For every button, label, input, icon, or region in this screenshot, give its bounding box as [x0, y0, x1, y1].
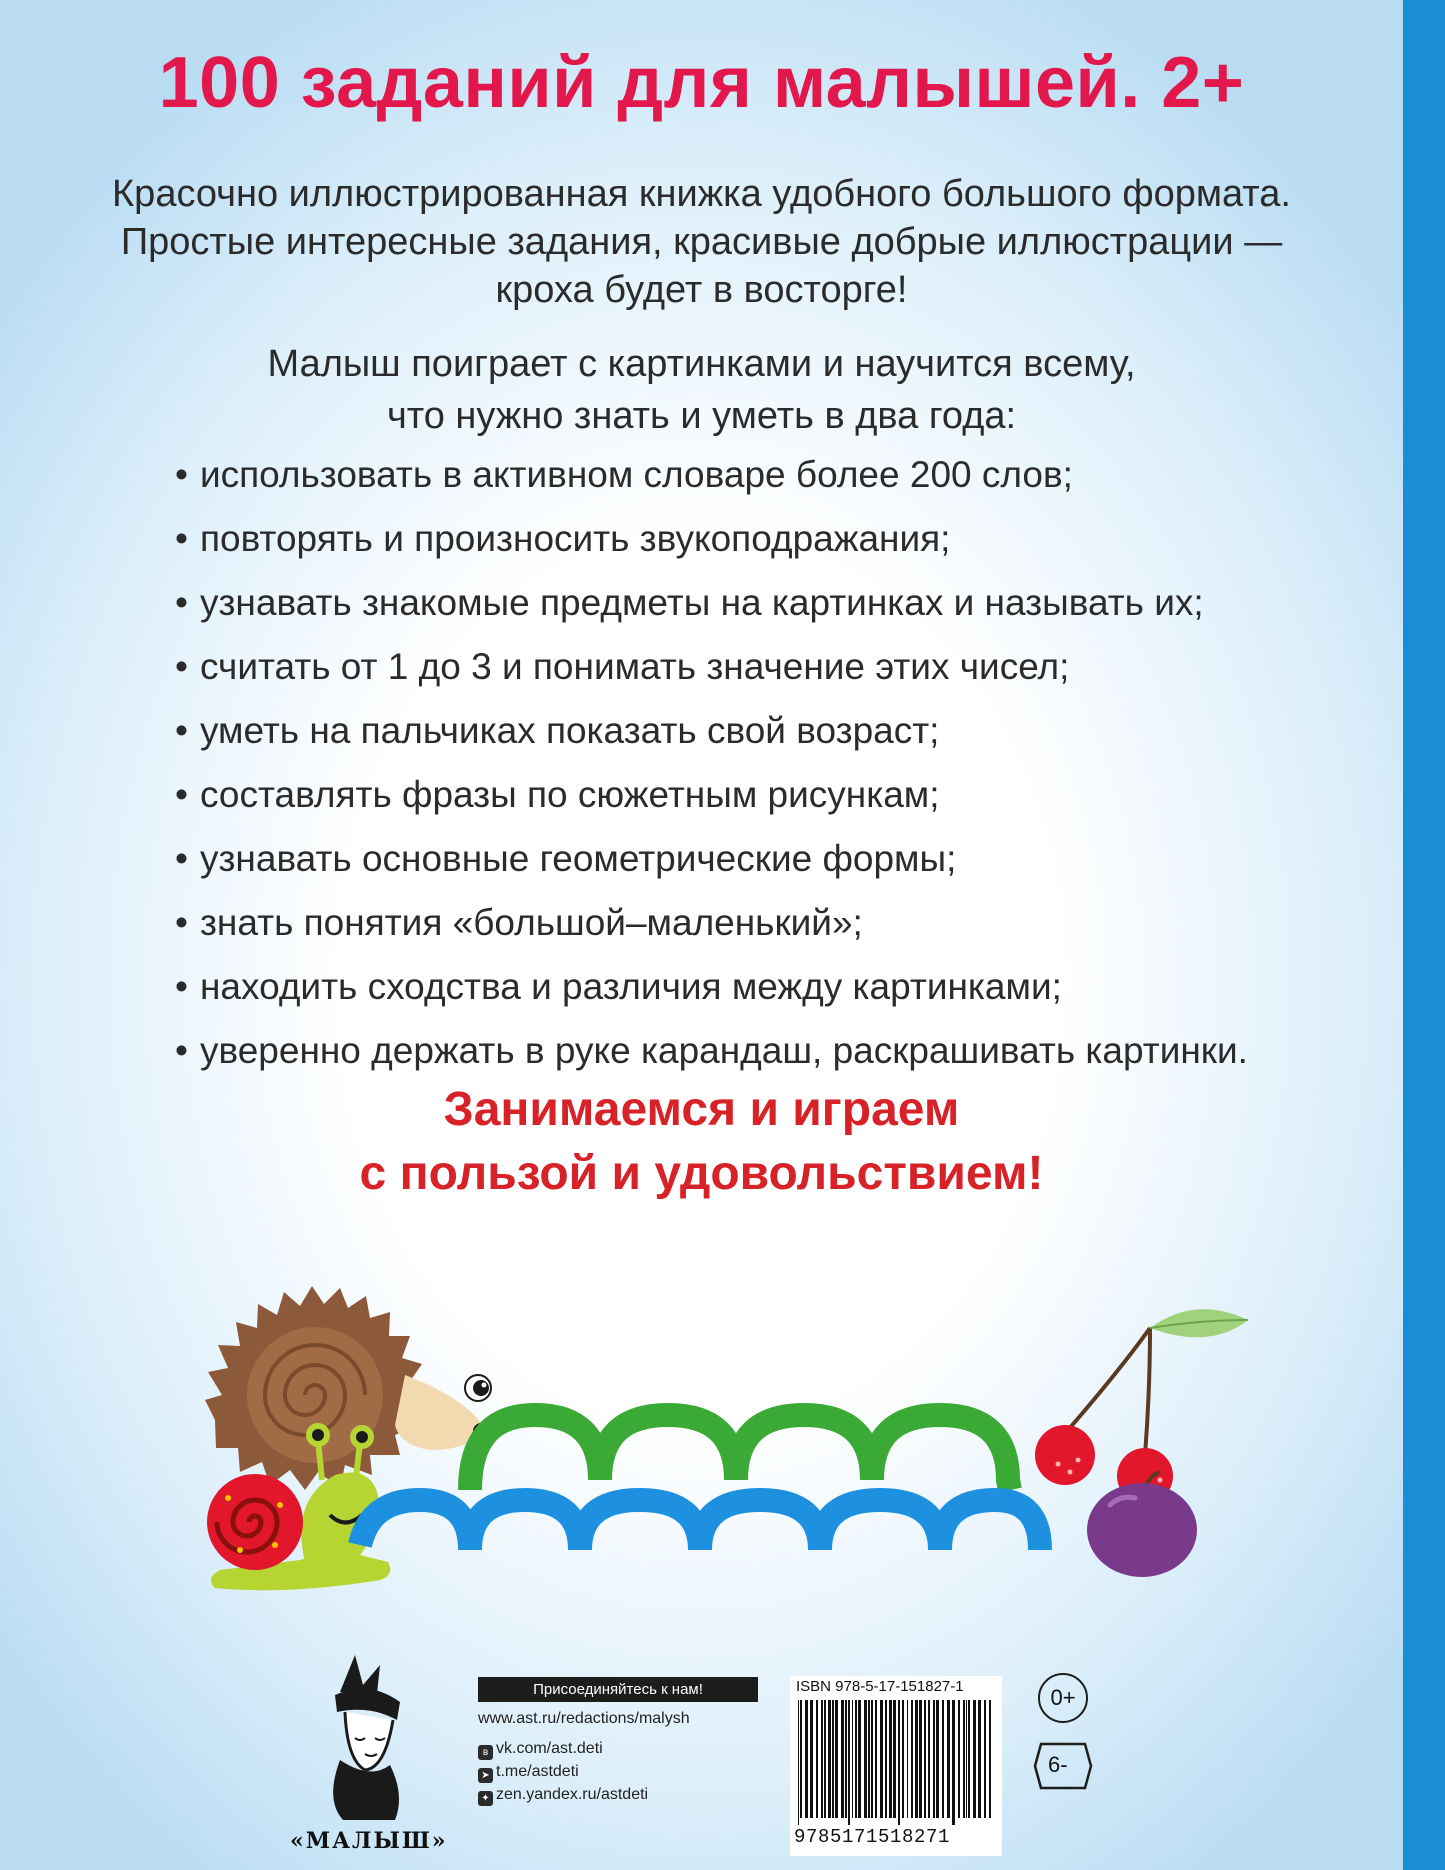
- barcode-bar: [880, 1700, 883, 1818]
- barcode-bar: [907, 1700, 908, 1818]
- zen-icon: ✦: [478, 1791, 493, 1806]
- barcode-bar: [828, 1700, 831, 1818]
- vk-icon: в: [478, 1745, 493, 1760]
- barcode-bar: [919, 1700, 922, 1818]
- social-link-vk[interactable]: в vk.com/ast.deti: [478, 1740, 603, 1760]
- barcode-bar: [928, 1700, 930, 1818]
- barcode-bar: [841, 1700, 844, 1818]
- blue-track: [360, 1500, 1040, 1550]
- list-item: • повторять и произносить звукоподражания;: [175, 512, 1355, 576]
- join-banner: Присоединяйтесь к нам!: [478, 1677, 758, 1702]
- list-item: • составлять фразы по сюжетным рисункам;: [175, 768, 1355, 832]
- barcode-bar: [798, 1700, 799, 1825]
- list-item: • использовать в активном словаре более 200 слов;: [175, 448, 1355, 512]
- barcode-bar: [893, 1700, 896, 1818]
- barcode-bar: [848, 1700, 850, 1825]
- barcode-bar: [852, 1700, 853, 1818]
- barcode-bar: [805, 1700, 808, 1818]
- list-item: • узнавать знакомые предметы на картинках и называть их;: [175, 576, 1355, 640]
- barcode-bar: [902, 1700, 904, 1818]
- list-item: • считать от 1 до 3 и понимать значение этих чисел;: [175, 640, 1355, 704]
- barcode-bars: [796, 1700, 996, 1825]
- barcode: [790, 1676, 1002, 1856]
- barcode-bar: [810, 1700, 813, 1818]
- barcode-bar: [835, 1700, 838, 1818]
- age-rating-badge: 0+: [1038, 1673, 1088, 1723]
- slogan: [0, 1078, 1403, 1206]
- green-track: [470, 1415, 1010, 1490]
- telegram-icon: ➤: [478, 1768, 493, 1783]
- slogan-line: с пользой и удовольствием!: [359, 1147, 1044, 1200]
- isbn-text: ISBN 978-5-17-151827-1: [796, 1678, 964, 1695]
- barcode-bar: [911, 1700, 913, 1818]
- illustration: [0, 1250, 1403, 1610]
- barcode-bar: [875, 1700, 877, 1818]
- barcode-bar: [864, 1700, 867, 1818]
- barcode-bar: [855, 1700, 857, 1818]
- barcode-bar: [915, 1700, 918, 1818]
- barcode-bar: [989, 1700, 991, 1818]
- barcode-bar: [858, 1700, 861, 1818]
- barcode-bar: [933, 1700, 935, 1818]
- barcode-bar: [821, 1700, 823, 1818]
- intro-line: Красочно иллюстрированная книжка удобного большого формата.: [112, 173, 1291, 215]
- intro-line: Простые интересные задания, красивые добрые иллюстрации —: [120, 221, 1283, 263]
- barcode-bar: [968, 1700, 970, 1818]
- list-item: • узнавать основные геометрические формы;: [175, 832, 1355, 896]
- book-title: 100 заданий для малышей. 2+: [158, 43, 1245, 123]
- barcode-bar: [824, 1700, 826, 1818]
- barcode-bar: [973, 1700, 976, 1818]
- list-item: • уметь на пальчиках показать свой возраст;: [175, 704, 1355, 768]
- barcode-bar: [947, 1700, 950, 1818]
- publisher-logo: [285, 1650, 465, 1830]
- barcode-bar: [958, 1700, 960, 1818]
- lead-line: что нужно знать и уметь в два года:: [386, 395, 1017, 437]
- list-item: • знать понятия «большой–маленький»;: [175, 896, 1355, 960]
- barcode-bar: [816, 1700, 818, 1818]
- barcode-bar: [889, 1700, 892, 1818]
- barcode-bar: [868, 1700, 870, 1818]
- barcode-bar: [832, 1700, 834, 1818]
- social-link-telegram[interactable]: ➤ t.me/astdeti: [478, 1763, 579, 1783]
- lead-line: Малыш поиграет с картинками и научится всему,: [267, 343, 1136, 385]
- hedgehog-icon: [205, 1286, 491, 1490]
- skills-list: [175, 448, 1355, 1088]
- slogan-line: Занимаемся и играем: [443, 1083, 960, 1136]
- barcode-bar: [963, 1700, 965, 1818]
- barcode-bar: [898, 1700, 900, 1825]
- barcode-bar: [871, 1700, 873, 1818]
- social-link-zen[interactable]: ✦ zen.yandex.ru/astdeti: [478, 1786, 648, 1806]
- intro-line: кроха будет в восторге!: [495, 269, 908, 311]
- barcode-bar: [936, 1700, 939, 1818]
- barcode-bar: [984, 1700, 986, 1818]
- publisher-name: «МАЛЫШ»: [290, 1828, 448, 1854]
- website-link[interactable]: www.ast.ru/redactions/malysh: [478, 1710, 690, 1727]
- list-item: • уверенно держать в руке карандаш, раскрашивать картинки.: [175, 1024, 1355, 1088]
- cherry-icon: [1035, 1309, 1248, 1504]
- intro-text: [60, 170, 1343, 314]
- barcode-digits: 9785171518271: [794, 1826, 951, 1848]
- barcode-bar: [952, 1700, 955, 1825]
- barcode-bar: [966, 1700, 967, 1818]
- plum-icon: [1087, 1472, 1197, 1577]
- barcode-bar: [942, 1700, 944, 1818]
- barcode-bar: [924, 1700, 926, 1818]
- barcode-bar: [885, 1700, 887, 1818]
- barcode-bar: [800, 1700, 802, 1818]
- list-item: • находить сходства и различия между картинками;: [175, 960, 1355, 1024]
- age-mark-text: 6-: [1048, 1752, 1068, 1777]
- side-stripe: [1403, 0, 1445, 1870]
- barcode-bar: [845, 1700, 847, 1818]
- lead-text: [60, 338, 1343, 442]
- barcode-bar: [978, 1700, 981, 1818]
